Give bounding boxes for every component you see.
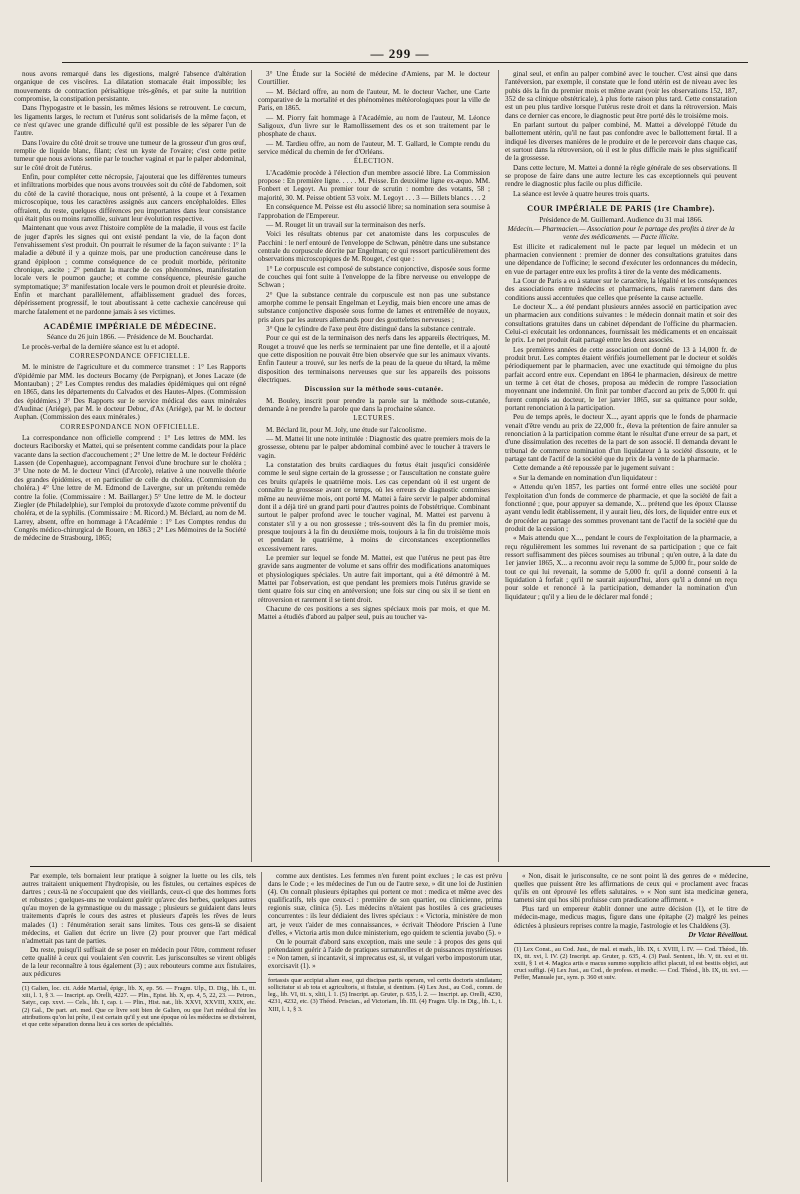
paragraph: 3° Une Étude sur la Société de médecine d'Amiens, par M. le docteur Courtillier.	[258, 70, 490, 87]
paragraph: Pour ce qui est de la terminaison des nerfs dans les appareils électriques, M. Rouget a trouvé que les nerfs se terminaient par une fine dentelle, et il a ajouté que cette disposition ne pouvait être bien observée que sur les animaux vivants. Enfin l'auteur a trouvé, sur les nerfs de la peau de la queue du têtard, la même disposition des terminaisons nerveuses que sur les appareils des poissons électriques.	[258, 334, 490, 385]
column-divider	[261, 872, 262, 1182]
paragraph: Le premier sur lequel se fonde M. Mattei, est que l'utérus ne peut pas être gravide sans augmenter de volume et sans offrir des modifications anatomiques et physiologiques spéciales. Un autre fait important, qui a été démontré à M. Mattei par l'observation, est que pendant les premiers mois l'utérus gravide se tient quatre fois sur cinq en antéversion; une fois sur cinq ou six il se tient en rétroversion et rarement il se tient droit.	[258, 553, 490, 604]
paragraph: 2° Que la substance centrale du corpuscule est non pas une substance amorphe comme le pensait Engelman et Leydig, mais bien encore une amas de substance conjonctive disposée sous forme de lames et entremêlée de noyaux, pris alors par les auteurs allemands pour des gouttelettes nerveuses ;	[258, 290, 490, 324]
session-line: Séance du 26 juin 1866. — Présidence de M. Bouchardat.	[46, 333, 214, 342]
section-heading: COUR IMPÉRIALE DE PARIS (1re Chambre).	[527, 204, 715, 214]
column-divider	[251, 70, 252, 862]
paragraph: « Sur la demande en nomination d'un liquidateur :	[513, 473, 657, 482]
paragraph: M. Bouley, inscrit pour prendre la parole sur la méthode sous-cutanée, demande à ne prendre la parole que dans la prochaine séance.	[258, 396, 490, 414]
subheading: Discussion sur la méthode sous-cutanée.	[304, 386, 444, 394]
subheading: CORRESPONDANCE NON OFFICIELLE.	[60, 423, 200, 431]
paragraph: Par exemple, tels bornaient leur pratique à soigner la luette ou les cils, tels autres traitaient uniquement l'hydropisie, ou les fistules, ou certaines espèces de dartres ; ceux-là ne s'occupaient que des vieillards, ceux-ci que des hommes forts et robustes ; quelques-uns ne voulaient guérir qu'avec des herbes, quelques autres qu'au moyen de la gymnastique ou du massage ; plusieurs se guidaient dans leurs traitements d'après le cours des astres et plusieurs d'après les rêves de leurs malades (1) : l'énumération serait sans limites. Tous ces gens-là se disaient médecins, et Galien dut écrire un livre (2) pour prouver que l'art médical n'admettait pas tant de parties.	[22, 872, 256, 945]
paragraph: L'Académie procède à l'élection d'un membre associé libre. La Commission propose : En première ligne. . . . . M. Peisse. En deuxième ligne ex-æquo. MM. Fonbert et Legoyt. Au premier tour de scrutin : nombre des votants, 58 ; majorité, 30. M. Peisse obtient 53 voix. M. Legoyt . . . 3 — Billets blancs . . . 2	[258, 168, 490, 202]
paragraph: — M. Piorry fait hommage à l'Académie, au nom de l'auteur, M. Léonce Saligoux, d'un livre sur le Ramollissement des os et son traitement par le phosphate de chaux.	[258, 113, 490, 139]
header-rule	[62, 62, 748, 63]
column-2	[258, 70, 490, 623]
footnotes	[22, 982, 256, 1028]
paragraph: Est illicite et radicalement nul le pacte par lequel un médecin et un pharmacien conviennent : premier de donner des consultations gratuites dans une dépendance de l'officine; le second d'exécuter les ordonnances du médecin, en vue de partager entre eux les profits à tirer de la vente des médicaments.	[505, 242, 737, 276]
paragraph: — M. Béclard offre, au nom de l'auteur, M. le docteur Vacher, une Carte comparative de la mortalité et des phénomènes météorologiques pour la ville de Paris, en 1865.	[258, 87, 490, 113]
subheading: ÉLECTION.	[353, 158, 395, 166]
paragraph: Chacune de ces positions a ses signes spéciaux mois par mois, et que M. Mattei a étudiés d'abord au palper seul, puis au toucher va-	[258, 604, 490, 622]
footnotes	[514, 943, 748, 981]
subheading: CORRESPONDANCE OFFICIELLE.	[69, 353, 191, 360]
feuilleton-column-2	[268, 872, 502, 1014]
page-number: — 299 —	[370, 46, 430, 61]
case-title: Médecin.— Pharmacien.— Association pour le partage des profits à tirer de la vente des médicaments. — Pacte illicite.	[507, 224, 735, 242]
paragraph: Peu de temps après, le docteur X..., ayant appris que le fonds de pharmacie venait d'être vendu au prix de 22,000 fr., éleva la prétention de faire annuler sa renonciation à la participation comme étant le résultat d'une erreur de sa part, et d'une dissimulation des recettes de la part de son associé. Il demanda devant le tribunal de commerce nomination d'un liquidateur à la société dissoute, et le partage tant de l'actif de la société que du prix de la vente de la pharmacie.	[505, 413, 737, 464]
paragraph: La correspondance non officielle comprend : 1° Les lettres de MM. les docteurs Raciborsky et Mattei, qui se présentent comme candidats pour la place vacante dans la section d'accouchement ; 2° Une lettre de M. le docteur Frédéric Lassen (de Copenhague), accompagnant l'envoi d'une brochure sur le choléra ; 3° Une note de M. le docteur Vinci (d'Arcole), relative à une nouvelle théorie des grandes épidémies, et en particulier de celle du choléra. (Commission du choléra.) 4° Une lettre de M. Edmond de Lavergne, sur un prétendu remède contre la folie. (Commissaire : M. Baillarger.) 5° Une lettre de M. le docteur Ziegler (de Philadelphie), sur l'emploi du protoxyde d'azote comme préventif du choléra, et de la syphilis. (Commissaire : M. Ricord.) M. Béclard, au nom de M. Larrey, absent, offre en hommage à l'Académie : 1° Les Comptes rendus du Congrès médico-chirurgical de Rouen, en 1863 ; 2° Les Mémoires de la Société de médecine de Strasbourg, 1865;	[14, 434, 246, 543]
paragraph: comme aux dentistes. Les femmes n'en furent point exclues ; le cas est prévu dans le Code ; « les médecines de l'un ou de l'autre sexe, » dit une loi de Justinien (4). On connaît plusieurs épitaphes qui portent ce mot : medica et même avec des qualificatifs, tels que ceux-ci : première de son quartier, ou clinicienne, prima regionis suæ, clinica (5). Les médecins n'étaient pas hostiles à ces gracieuses concurrentes : ils leur dédiaient des livres spéciaux : « Victoria, ministère de mon art, je veux t'aider de mes connaissances, » écrivait Théodore Priscien à l'une d'elles, « Victoria artis mon dulce ministerium, ego quidem te scientia juvabo (5). »	[268, 872, 502, 937]
paragraph: M. Béclard lit, pour M. Joly, une étude sur l'alcoolisme.	[266, 425, 427, 434]
author-signature: Dr Victor Réveillout.	[688, 930, 748, 939]
paragraph: On le pourrait d'abord sans exception, mais une seule : à propos des gens qui prétendaient guérir à l'aide de pratiques surnaturelles et de puissances mystérieuses : « Non tamen, si incantavit, si imprecatus est, si, ut vulgari verbo impostorum utar, exorcisavit (1). »	[268, 937, 502, 971]
paragraph: La constatation des bruits cardiaques du fœtus était jusqu'ici considérée comme le seul signe certain de la grossesse ; or l'auscultation ne constate guère ces bruits qu'après le quatrième mois. Les cas cependant où il est urgent de connaître la grossesse avant ce temps, où les erreurs de diagnostic commises même au neuvième mois, ont porté M. Mattei à faire servir le palper abdominal dont il a déjà tiré un grand parti pour d'autres points de l'obstétrique. Combinant surtout le palper profond avec le toucher vaginal, M. Mattei est parvenu à constater s'il y a ou non grossesse ; très-souvent dès la fin du premier mois, presque toujours à la fin du deuxième mois, toujours à la fin du troisième mois et pendant le quatrième, à moins de circonstances exceptionnelles excessivement rares.	[258, 461, 490, 553]
paragraph: Dans cette lecture, M. Mattei a donné la règle générale de ses observations. Il se propose de faire dans une autre lecture les cas exceptionnels qui peuvent rendre le diagnostic plus facile ou plus difficile.	[505, 163, 737, 189]
paragraph: Cette demande a été repoussée par le jugement suivant :	[513, 464, 675, 473]
paragraph: Dans l'hypogastre et le bassin, les mêmes lésions se retrouvent. Le cœcum, les ligaments larges, le rectum et l'utérus sont solidarisés de la même façon, et ce n'est qu'avec une grande difficulté qu'il est possible de les séparer l'un de l'autre.	[14, 104, 246, 138]
paragraph: ginal seul, et enfin au palper combiné avec le toucher. C'est ainsi que dans l'antéversion, par exemple, il constate que le fond utérin est de niveau avec les pubis dès la fin du premier mois et même avant (voir les observations 152, 187, 352 de sa clinique obstétricale), à plus forte raison plus tard. Cette constatation est un peu plus tardive lorsque l'utérus reste droit et dans la rétroversion. Mais dans ce dernier cas encore, le diagnostic peut être porté dès le troisième mois.	[505, 70, 737, 120]
footnotes	[268, 974, 502, 1012]
section-heading: ACADÉMIE IMPÉRIALE DE MÉDECINE.	[43, 321, 217, 331]
feuilleton-column-1	[22, 872, 256, 1029]
paragraph: M. le ministre de l'agriculture et du commerce transmet : 1° Les Rapports d'épidémie par MM. les docteurs Bocamy (de Perpignan), et Jones Lacaze (de Montauban) ; 2° Les Comptes rendus des maladies épidémiques qui ont régné en 1865, dans les départements du Calvados et des Hautes-Alpes. (Commission des épidémies.) 3° Des Rapports sur le service médical des eaux minérales d'Audinac (Ariége), par M. le docteur Debuc, d'Ax (Ariége), par M. le docteur Auphan. (Commission des eaux minérales.)	[14, 363, 246, 422]
feuilleton-column-3	[514, 872, 748, 982]
paragraph: « Attendu qu'en 1857, les parties ont formé entre elles une société pour l'exploitation d'un fonds de commerce de pharmacie, et que la société de fait a fonctionné ; que, pour appuyer sa demande, X... prétend que les époux Clausse ayant vendu ledit établissement, il y aurait lieu, dès lors, de liquider entre eux et de procéder au partage des sommes provenant tant de l'actif de la société que du produit de la cession ;	[505, 483, 737, 533]
paragraph: Du reste, puisqu'il suffisait de se poser en médecin pour l'être, comment refuser cette qualité à ceux qui voulaient s'en couvrir. Les jurisconsultes se virent obligés de la leur reconnaître à tous également (3) ; aux rebouteurs comme aux fistulaires, aux pédicures	[22, 945, 256, 979]
paragraph: En parlant surtout du palper combiné, M. Mattei a développé l'étude du ballottement utérin, qu'il ne faut pas confondre avec le ballottement fœtal. Il a indiqué les diverses manières de le produire et de le percevoir dans chaque cas, et surtout dans la rétroversion, où il est le plus difficile mais le plus significatif de la grossesse.	[505, 121, 737, 163]
subheading: LECTURES.	[353, 415, 395, 423]
session-line: Présidence de M. Guillemard. Audience du 31 mai 1866.	[539, 215, 703, 224]
footnote: (1) Galien, loc. cit. Adde Martial, épigr., lib. X, ep. 56. — Fragm. Ulp., D. Dig., lib. L, tit. xiii, l. 1, § 3. — Inscript. ap. Orelli, 4227. — Plin., Epist. lib. X, ep. 4, 5, 22, 23. — Petron., Satyr., cap. xxvi. — Cels., lib. I, cap. i. — Plin., Hist. nat., lib. XXVI, XXVIII, XXIX, etc. (2) Gal., De part. art. med. Que ce livre soit bien de Galien, ou que l'art médical tînt les attributions qu'on lui prête, il est certain qu'il y eut une époque où les médecins se divisèrent, et que cette séparation donna lieu à ces sortes de spécialités.	[22, 985, 256, 1028]
column-divider	[498, 70, 499, 862]
paragraph: — M. Rouget lit un travail sur la terminaison des nerfs.	[266, 220, 426, 229]
column-3	[505, 70, 737, 602]
paragraph: Maintenant que vous avez l'histoire complète de la maladie, il vous est facile de juger d'après les signes qui ont existé pendant la vie, de la façon dont l'envahissement s'est produit. On pourrait le résumer de la façon suivante : 1° la maladie a débuté il y a quinze mois, par une production cancéreuse dans le grand épiploon ; comme conséquence de ce produit morbide, péritonite chronique, ascite ; 2° pendant la marche de ces phénomènes, manifestation locale vers le poumon gauche; et comme conséquence, pleurésie gauche symptomatique; 3° manifestation locale vers le poumon droit et pleurésie droite. Enfin et marchant parallèlement, affaiblissement graduel des forces, dépérissement progressif, le tout aboutissant à cette cachexie cancéreuse qui marche fatalement et ne pardonne jamais à ses victimes.	[14, 224, 246, 316]
paragraph: 1° Le corpuscule est composé de substance conjonctive, disposée sous forme de couches qui font suite à l'enveloppe de la fibre nerveuse ou enveloppe de Schwan ;	[258, 264, 490, 290]
column-1	[14, 70, 246, 544]
paragraph: Enfin, pour compléter cette nécropsie, j'ajouterai que les différentes tumeurs et infiltrations morbides que nous avons trouvées soit du côté de l'abdomen, soit du côté de la cavité thoracique, nous ont présenté, à la coupe et à l'examen microscopique, tous les caractères assignés aux cancers encéphaloïdes. Elles offraient, du reste, quelques différences peu importantes dans leur consistance qui était plus ou moins ramollie, suivant leur évolution respective.	[14, 173, 246, 223]
paragraph: La Cour de Paris a eu à statuer sur le caractère, la légalité et les conséquences des associations entre médecins et pharmaciens, mais rarement dans des conditions aussi accentuées que celles que présente la cause actuelle.	[505, 276, 737, 302]
paragraph: Plus tard un empereur établit donner une autre décision (1), et le titre de médecin-mage, medicus magus, figure dans une épitaphe (2) malgré les peines édictées à plusieurs reprises contre la magie, l'astrologie et les Chaldéens (3).	[514, 905, 748, 930]
paragraph: « Mais attendu que X..., pendant le cours de l'exploitation de la pharmacie, a reçu régulièrement les sommes lui revenant de sa participation ; que ce fait ressort suffisamment des pièces soumises au tribunal ; qu'en outre, à la date du 1er janvier 1865, X... a reconnu avoir reçu la somme de 5,000 fr., pour solde de tout ce qui lui revenait, la somme de 5,000 fr. qu'il a donné consenti à la liquidation à forfait ; qu'il ne saurait aujourd'hui, alors qu'il a donné un reçu pour solde et renoncé à la participation, demander la nomination d'un liquidateur ; qu'il y a lieu de le déclarer mal fondé ;	[505, 534, 737, 601]
column-divider	[507, 872, 508, 1182]
paragraph: « Non, disait le jurisconsulte, ce ne sont point là des genres de « médecine, quelles que puissent être les affirmations de ceux qui « proclament avec fracas qu'ils en ont éprouvé les effets salutaires. » « Non sunt ista medicinæ genera, tametsi sint qui hos sibi profuisse cum prædicatione affirment. »	[514, 872, 748, 905]
footnote: fortassis quæ accipiat aliam esse, qui discipas partis operam, vel certis doctoris similatam; sollicitatur si ab tota et agricultoris, si fistulæ, si dentium. (4) Lex Just., au Cod., comm. de leg., lib. VI, tit. x, xliii, l. 1. (5) Inscript. ap. Gruter, p. 635, l. 2. — Inscript. ap. Orelli, 4230, 4231, 4232, etc. (3) Théod. Priscian., ad Victoriam, lib. III. (4) Fragm. Ulp. in Dig., lib. L, t. XIII, l. 1, § 3.	[268, 977, 502, 1013]
footnote: (1) Lex Const., au Cod. Just., de mal. et math., lib. IX, t. XVIII, l. IV. — Cod. Théod., lib. IX, tit. xvi, l. IV. (2) Inscript. ap. Gruter, p. 635, 4. (3) Paul. Sentent., lib. V, tit. xxi et tit. xxiii, § 1 et 4. Magica artis e macus summo supplicio affici placuit, id est bestiis objici, aut cruci suffigi. (4) Lex Just., au Cod., de profess. et medic. — Cod. Théod., lib. IX, tit. xvi. — Peffer, Manuale jur., sym. p. 360 et suiv.	[514, 945, 748, 982]
paragraph: — M. Tardieu offre, au nom de l'auteur, M. T. Gallard, le Compte rendu du service médical du chemin de fer d'Orléans.	[258, 139, 490, 157]
paragraph: La séance est levée à quatre heures trois quarts.	[513, 189, 650, 198]
section-rule	[591, 201, 651, 202]
section-rule	[100, 319, 160, 320]
paragraph: En conséquence M. Peisse est élu associé libre; sa nomination sera soumise à l'approbation de l'Empereur.	[258, 203, 490, 220]
paragraph: Voici les résultats obtenus par cet anatomiste dans les corpuscules de Pacchini : le nerf entouré de l'enveloppe de Schwan, pénètre dans une substance centrale du corpuscule décrite par Engelman; ce qui ressort particulièrement des observations microscopiques de M. Rouget, c'est que :	[258, 230, 490, 264]
paragraph: — M. Mattei lit une note intitulée : Diagnostic des quatre premiers mois de la grossesse, obtenu par le palper abdominal combiné avec le toucher à travers le vagin.	[258, 435, 490, 460]
paragraph: Le docteur X... a été pendant plusieurs années associé en participation avec un pharmacien aux conditions suivantes : le médecin donnait matin et soir des consultations gratuites dans un cabinet dépendant de l'officine du pharmacien. Celui-ci exécutait les ordonnances, fournissait les médicaments et en encaissait le prix. Le net produit était partagé entre les deux associés.	[505, 302, 737, 345]
paragraph: Dans l'ovaire du côté droit se trouve une tumeur de la grosseur d'un gros œuf, remplie de liquide blanc, filant; c'est un kyste de l'ovaire; c'est cette petite tumeur que nous avions sentie par le toucher vaginal et par le palper abdominal, sur le côté droit de l'utérus.	[14, 138, 246, 172]
paragraph: 3° Que le cylindre de l'axe peut être distingué dans la substance centrale.	[266, 324, 476, 333]
paragraph: nous avons remarqué dans les digestions, malgré l'absence d'altération organique de ces viscères. La dilatation stomacale était impossible; les mouvements de contraction périsaltique très-gênés, et par suite la nutrition compromise, la constipation persistante.	[14, 70, 246, 104]
paragraph: Les premières années de cette association ont donné de 13 à 14,000 fr. de produit brut. Les comptes étaient vérifiés journellement par le docteur et soldés périodiquement par le pharmacien, avec une exactitude qui témoigne du plus parfait accord entre eux. Cependant en 1864 le pharmacien, désireux de mettre un terme à cet état de choses, proposa au médecin de rompre l'association moyennant une indemnité. On finit par tomber d'accord au prix de 5,000 fr. qui furent comptés au docteur, le 1er janvier 1865, sur sa quittance pour solde, portant renonciation à la participation.	[505, 345, 737, 413]
feuilleton-rule	[30, 866, 770, 867]
paragraph: Le procès-verbal de la dernière séance est lu et adopté.	[22, 342, 180, 351]
